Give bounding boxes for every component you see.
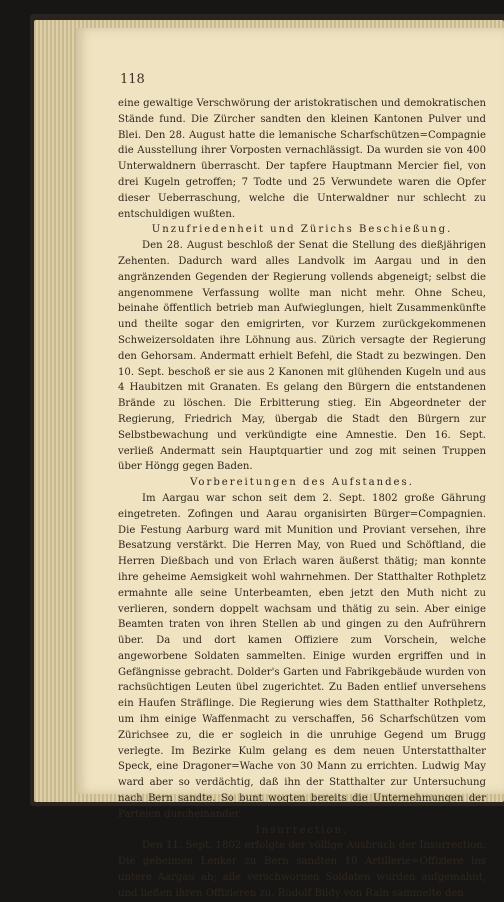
paragraph: Den 11. Sept. 1802 erfolgte der völlige Ausbruch der Insurrection. Die geheimen Lenker zu Bern sandten 10 Artillerie=Offiziere ins untere Aargau ab; alle verschwornen Soldaten wurden aufgemahnt, und ließen ihren Offizieren zu. Rudolf Bildy von Rain sammelte den [118, 840, 486, 899]
paragraph: Im Aargau war schon seit dem 2. Sept. 1802 große Gährung eingetreten. Zofingen und Aarau organisirten Bürger=Compagnien. Die Festung Aarburg ward mit Munition und Proviant versehen, ihre Besatzung verstärkt. Die Herren May, von Rued und Schöftland, die Herren Dießbach und von Erlach waren äußerst thätig; man konnte ihre geheime Aemsigkeit wohl wahrnehmen. Der Statthalter Rothpletz ermahnte alle seine Unterbeamten, eben jetzt den Muth nicht zu verlieren, sondern doppelt wachsam und thätig zu sein. Aber einige Beamten traten von ihren Stellen ab und gingen zu den Aufrührern über. Da und dort kamen Offiziere zum Vorschein, welche angeworbene Soldaten sammelten. Einige wurden ergriffen und in Gefängnisse gebracht. Dolder's Garten und Fabrikgebäude wurden von rachsüchtigen Leuten übel zugerichtet. Zu Baden entlief unversehens ein Haufen Sträflinge. Die Regierung wies dem Statthalter Rothpletz, um ihm einige Waffenmacht zu verschaffen, 56 Scharfschützen vom Zürichsee zu, die er sogleich in die unruhige Gegend um Brugg verlegte. Im Bezirke Kulm gelang es dem neuen Unterstatthalter Speck, eine Dragoner=Wache von 30 Mann zu errichten. Ludwig May ward aber so verdächtig, daß ihn der Statthalter zur Untersuchung nach Bern sandte. So bunt wogten bereits die Unternehmungen der Parteien durcheinander. [118, 492, 486, 820]
section-heading: Insurrection. [255, 824, 349, 836]
section-heading: Unzufriedenheit und Zürichs Beschießung. [151, 224, 453, 236]
paragraph: eine gewaltige Verschwörung der aristokratischen und demokratischen Stände fund. Die Zürcher sandten den kleinen Kantonen Pulver und Blei. Den 28. August hatte die lemanische Scharfschützen=Compagnie die Ausstellung ihrer Vorposten vernachlässigt. Da wurden sie von 400 Unterwaldnern überrascht. Der tapfere Hauptmann Mercier fiel, von drei Kugeln getroffen; 7 Todte und 25 Verwundete waren die Opfer dieser Ueberraschung, welche die Unterwaldner nur schlecht zu entschuldigen wußten. [118, 98, 486, 220]
paragraph: Den 28. August beschloß der Senat die Stellung des dießjährigen Zehenten. Dadurch ward alles Landvolk im Aargau und in den angränzenden Gegenden der Regierung vollends abgeneigt; selbst die angenommene Verfassung wollte man nicht mehr. Ohne Scheu, beinahe öffentlich betrieb man Aufwieglungen, hielt Zusammenkünfte und theilte sogar den emigrirten, vor Kurzem zurückgekommenen Schweizersoldaten ihre Löhnung aus. Zürich versagte der Regierung den Gehorsam. Andermatt erhielt Befehl, die Stadt zu bezwingen. Den 10. Sept. beschoß er sie aus 2 Kanonen mit glühenden Kugeln und aus 4 Haubitzen mit Granaten. Es gelang den Bürgern die entstandenen Brände zu löschen. Die Erbitterung stieg. Ein Abgeordneter der Regierung, Friedrich May, übergab die Stadt den Bürgern zur Selbstbewachung und verkündigte eine Amnestie. Den 16. Sept. verließ Andermatt sein Hauptquartier und zog mit seinen Truppen über Höngg gegen Baden. [118, 240, 486, 473]
page-number: 118 [120, 72, 145, 87]
section-heading: Vorbereitungen des Aufstandes. [190, 477, 414, 489]
page-text [118, 96, 486, 902]
